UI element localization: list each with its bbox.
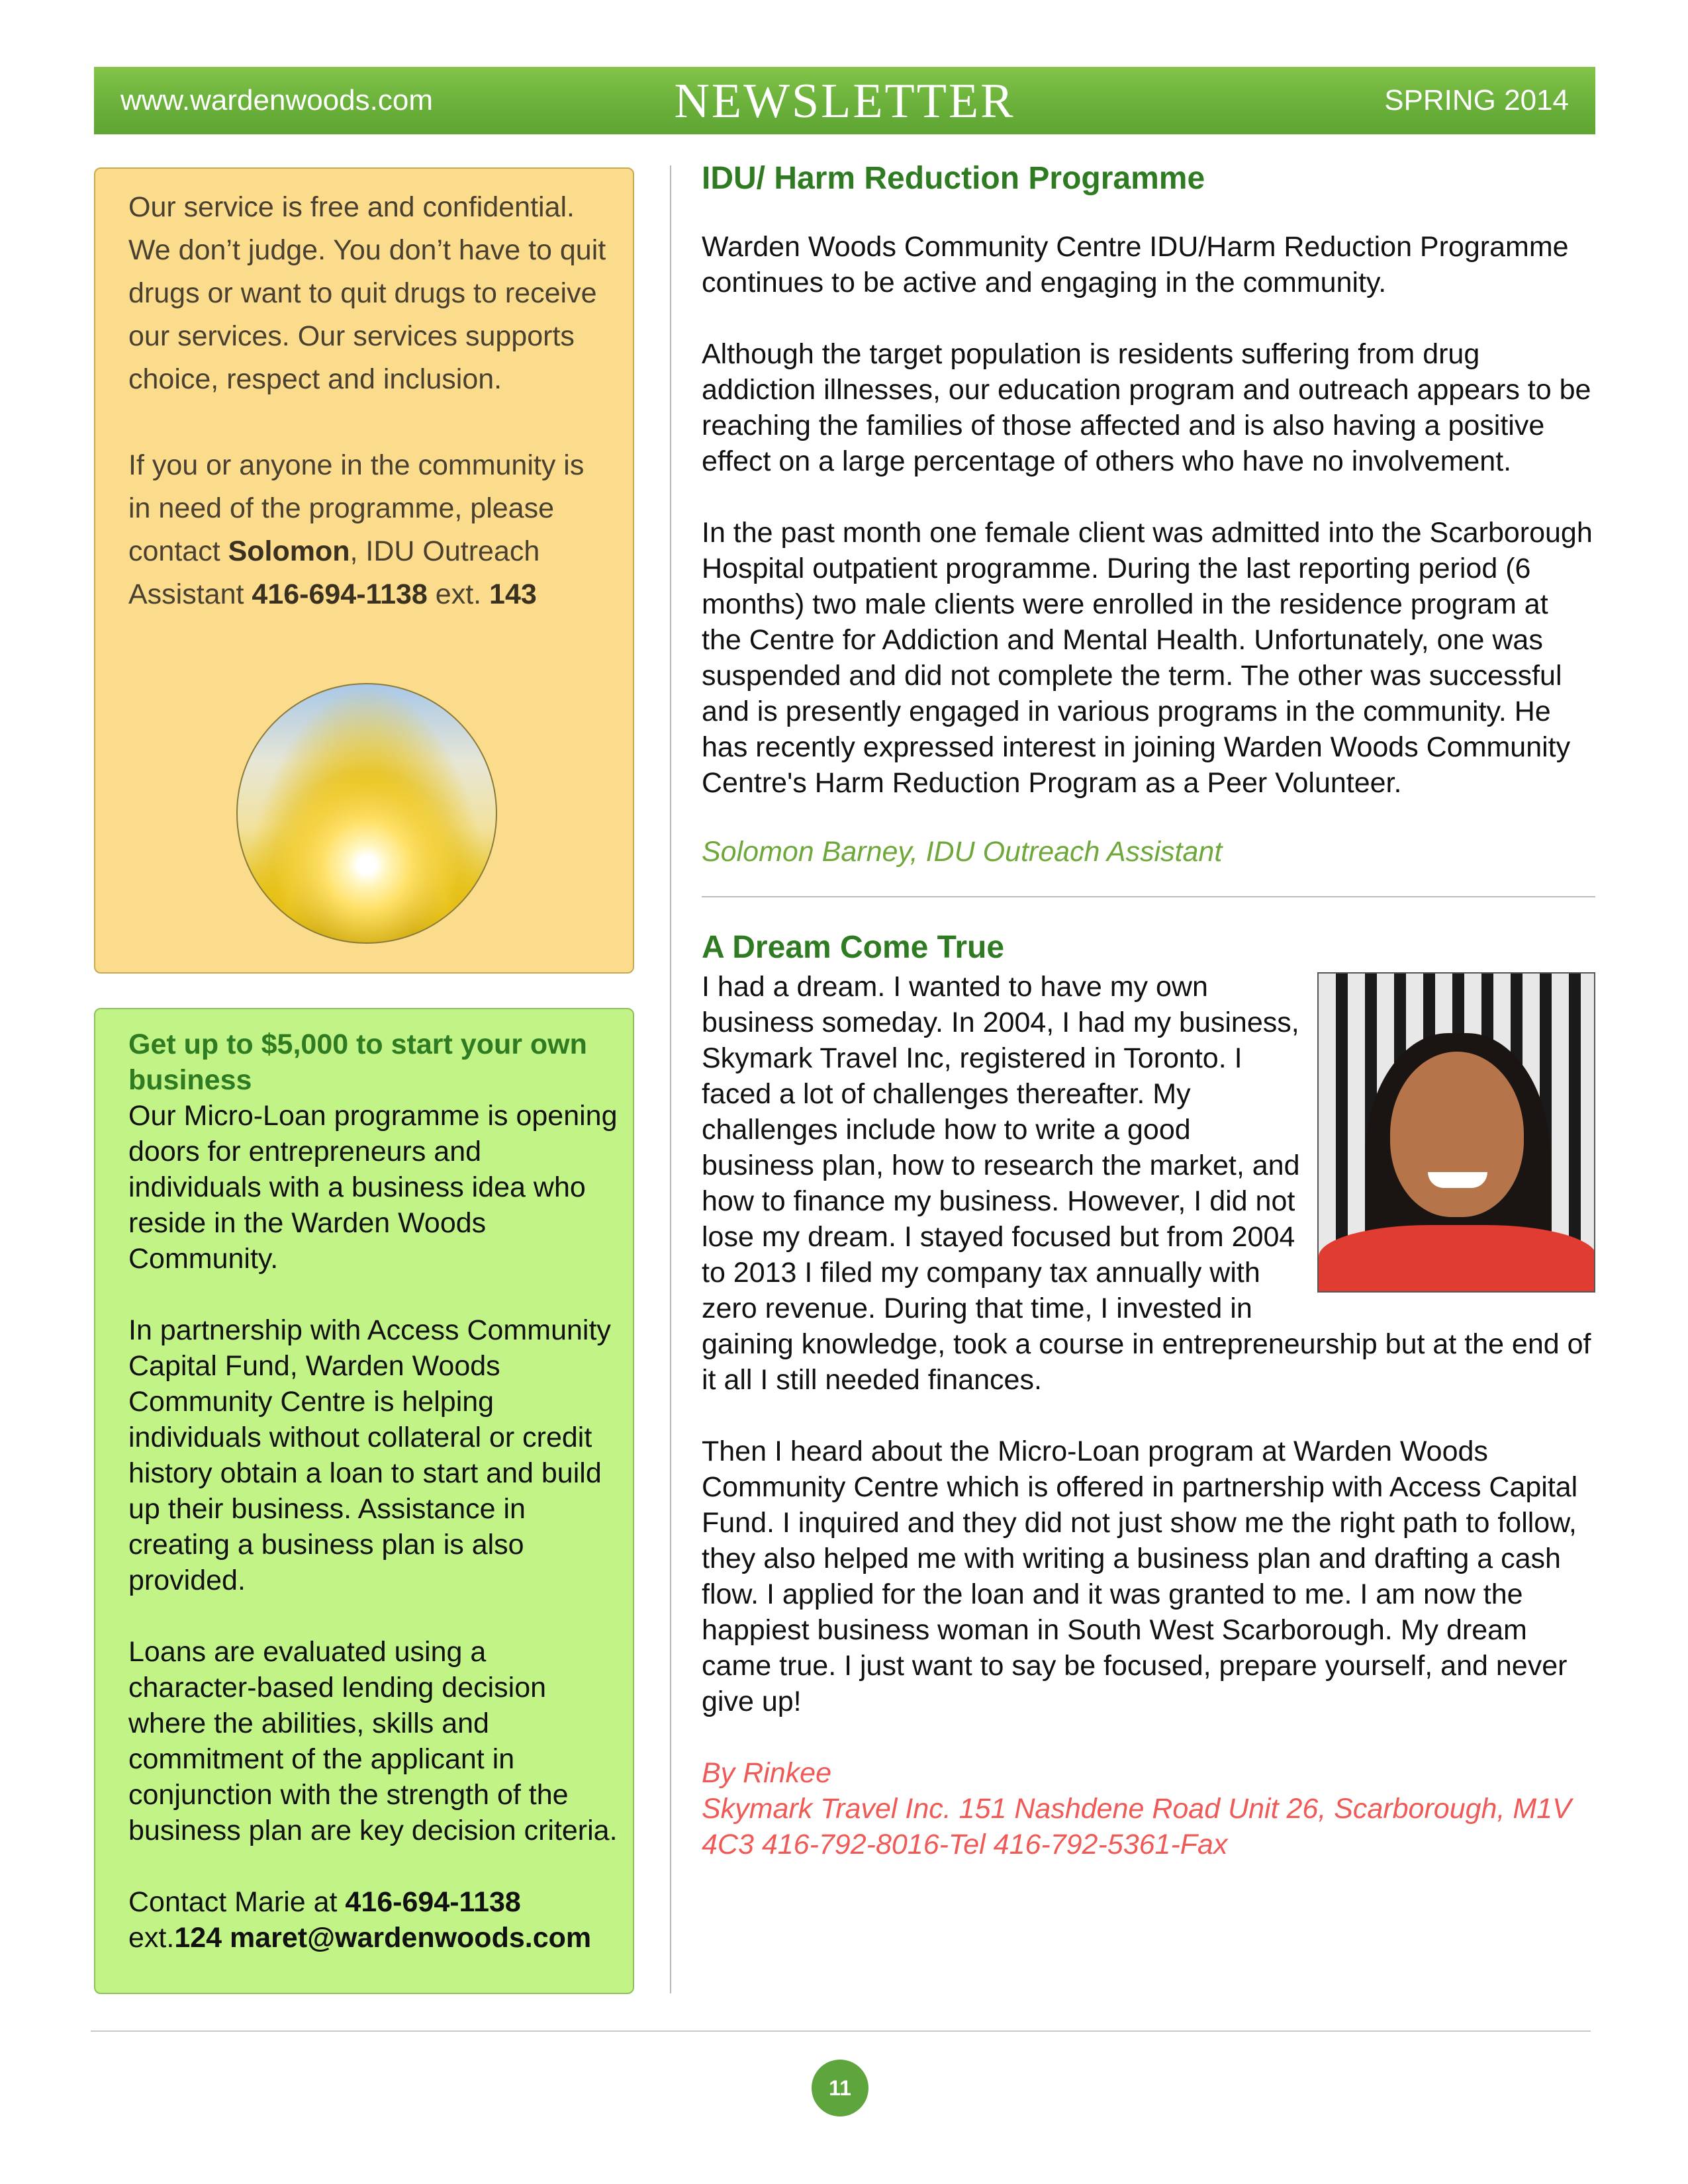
website-link[interactable]: www.wardenwoods.com [120, 84, 433, 116]
newsletter-title: NEWSLETTER [674, 74, 1015, 128]
newsletter-header [94, 67, 1595, 134]
sunrise-image [236, 683, 497, 944]
micro-loan-partnership: In partnership with Access Community Capital Fund, Warden Woods Community Centre is helping individuals without collateral or credit history obtain a loan to start and build up their business. Assistance in creating a business plan is also provided. [128, 1314, 611, 1596]
idu-article-signature: Solomon Barney, IDU Outreach Assistant [702, 836, 1223, 868]
main-column [702, 158, 1595, 1862]
dream-article-address: Skymark Travel Inc. 151 Nashdene Road Unit 26, Scarborough, M1V 4C3 416-792-8016-Tel 416-792-5361-Fax [702, 1793, 1571, 1860]
page-number-badge: 11 [812, 2060, 868, 2116]
dream-article-para-2: Then I heard about the Micro-Loan program at Warden Woods Community Centre which is offered in partnership with Access Capital Fund. I inquired and they did not just show me the right path to follow, they also helped me with writing a business plan and drafting a cash flow. I applied for the loan and it was granted to me. I am now the happiest business woman in South West Scarborough. My dream came true. I just want to say be focused, prepare yourself, and never give up! [702, 1435, 1578, 1717]
service-statement: Our service is free and confidential. We don’t judge. You don’t have to quit drugs or want to quit drugs to receive our services. Our services supports choice, respect and inclusion. [128, 191, 606, 395]
dream-article-title: A Dream Come True [702, 930, 1005, 965]
idu-info-sidebar [94, 167, 634, 974]
dream-article-para-1: I had a dream. I wanted to have my own business someday. In 2004, I had my business, Skymark Travel Inc, registered in Toronto. I faced a lot of challenges thereafter. My challenges include how to write a good business plan, how to research the market, and how to finance my business. However, I did not lose my dream. I stayed focused but from 2004 to 2013 I filed my company tax annually with zero revenue. During that time, I invested in gaining knowledge, took a course in entrepreneurship but at the end of it all I still needed finances. [702, 969, 1595, 1398]
idu-article-para-2: Although the target population is residents suffering from drug addiction illnesses, our education program and outreach appears to be reaching the families of those affected and is also having a positive effect on a large percentage of others who have no involvement. [702, 338, 1591, 477]
micro-loan-criteria: Loans are evaluated using a character-based lending decision where the abilities, skills and commitment of the applicant in conjunction with the strength of the business plan are key decision criteria. [128, 1636, 618, 1846]
idu-article-para-1: Warden Woods Community Centre IDU/Harm Reduction Programme continues to be active and engaging in the community. [702, 231, 1569, 298]
rinkee-portrait-photo [1317, 972, 1595, 1293]
contact-extension: 143 [489, 578, 537, 610]
micro-loan-contact: Contact Marie at 416-694-1138 ext.124 maret@wardenwoods.com [128, 1886, 592, 1954]
issue-season: SPRING 2014 [1384, 84, 1569, 116]
footer-divider [91, 2030, 1591, 2032]
article-divider [702, 896, 1595, 897]
dream-article-byline: By Rinkee [702, 1757, 831, 1789]
micro-loan-phone: 416-694-1138 [345, 1886, 521, 1918]
micro-loan-heading: Get up to $5,000 to start your own business [128, 1028, 587, 1096]
idu-article-title: IDU/ Harm Reduction Programme [702, 161, 1205, 196]
contact-name: Solomon [228, 535, 350, 567]
micro-loan-sidebar [94, 1008, 634, 1994]
micro-loan-intro: Our Micro-Loan programme is opening doors for entrepreneurs and individuals with a business idea who reside in the Warden Woods Community. [128, 1100, 618, 1275]
contact-paragraph: If you or anyone in the community is in need of the programme, please contact Solomon, IDU Outreach Assistant 416-694-1138 ext. 143 [128, 449, 585, 610]
column-divider [670, 165, 671, 1993]
idu-article-para-3: In the past month one female client was admitted into the Scarborough Hospital outpatient programme. During the last reporting period (6 months) two male clients were enrolled in the residence program at the Centre for Addiction and Mental Health. Unfortunately, one was suspended and did not complete the term. The other was successful and is presently engaged in various programs in the community. He has recently expressed interest in joining Warden Woods Community Centre's Harm Reduction Program as a Peer Volunteer. [702, 517, 1593, 799]
micro-loan-email[interactable]: 124 maret@wardenwoods.com [174, 1922, 592, 1954]
contact-phone: 416-694-1138 [252, 578, 428, 610]
